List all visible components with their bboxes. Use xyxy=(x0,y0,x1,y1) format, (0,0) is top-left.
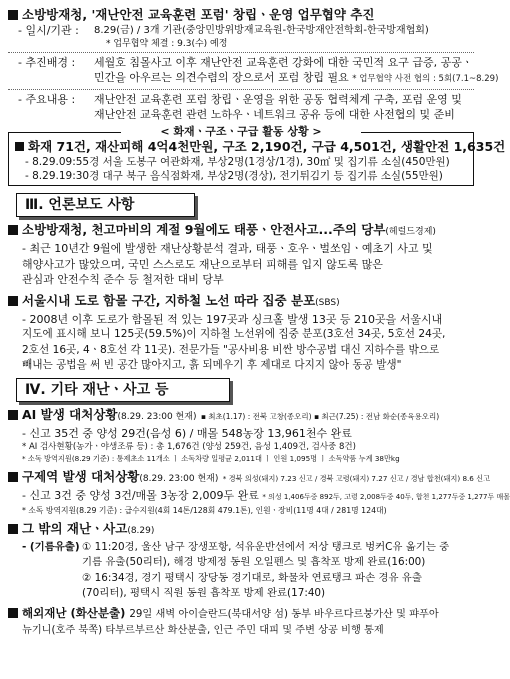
fmd-timestamp: (8.29. 23:00 현재) xyxy=(139,473,219,484)
fmd-line1-row xyxy=(8,488,510,505)
press-a-title: 소방방재청, 천고마비의 계절 9월에도 태풍ㆍ안전사고...주의 당부 xyxy=(22,222,386,237)
fmd-line2: * 소독 방역지원(8.29 기준) : 급수지원(4회 14톤/128회 479.1톤), 인원ㆍ장비(11명 4대 / 281명 124대) xyxy=(22,505,387,515)
square-bullet-icon xyxy=(8,472,18,482)
overseas-text1: 29일 새벽 아이슬란드(북대서양 섬) 동부 바우르다르붕가산 및 퍄푸아 xyxy=(129,608,439,620)
fmd-title: 구제역 발생 대처상황 xyxy=(22,468,140,484)
fire-summary: 화재 71건, 재산피해 4억4천만원, 구조 2,190건, 구급 4,501건, 생활안전 1,635건 xyxy=(28,139,506,154)
etc-title: 그 밖의 재난ㆍ사고 xyxy=(22,520,128,536)
press-a-source: (헤럴드경제) xyxy=(385,227,436,237)
press-b-para1: - 2008년 이후 도로가 함몰된 적 있는 197곳과 싱크홀 발생 13곳 등 210곳을 서울시내 xyxy=(22,312,443,326)
leak-2b: (70리터), 평택시 직원 동원 흡착포 방제 완료(17:40) xyxy=(82,587,326,599)
forum-bg-note: * 업무협약 사전 협의 : 5회(7.1~8.29) xyxy=(352,74,499,84)
forum-date-label: - 일시/기관 : xyxy=(18,24,79,37)
forum-content-text2: 재난안전 교육훈련 관련 노하우ㆍ네트워크 공유 등에 대한 사전협의 및 준비 xyxy=(94,108,455,121)
divider xyxy=(8,89,474,90)
fmd-line1-note: * 의성 1,406두중 892두, 고령 2,008두중 40두, 합천 1,277두중 1,277두 매몰 xyxy=(262,492,510,501)
square-bullet-icon xyxy=(8,410,18,420)
press-b-para3: 2호선 16곳, 4ㆍ8호선 각 11곳). 전문가들 "공사비용 비싼 방수공법 대신 지하수를 밖으로 xyxy=(22,343,440,356)
section-4-title: Ⅳ. 기타 재난ㆍ사고 등 xyxy=(16,378,230,402)
press-b-title: 서울시내 도로 함몰 구간, 지하철 노선 따라 집중 분포 xyxy=(22,292,316,308)
fire-summary-line xyxy=(15,139,506,155)
forum-date-row xyxy=(8,23,474,38)
square-bullet-icon xyxy=(8,608,18,618)
press-b-para4: 빼내는 공법을 써 빈 공간 많아지고, 흙 되메우기 후 제대로 다지지 않아 동공 발생" xyxy=(22,359,402,371)
press-b-para2: 지도에 표시해 보니 125곳(59.5%)이 지하철 노선위에 집중 분포(3호선 34곳, 5호선 24곳, xyxy=(22,328,446,340)
ai-line1: - 신고 35건 중 양성 29건(음성 6) / 매몰 548농장 13,961천수 완료 xyxy=(22,426,352,440)
press-a-para3: 관심과 안전수칙 준수 등 철저한 대비 당부 xyxy=(22,273,224,286)
press-a-heading xyxy=(8,221,474,241)
square-bullet-icon xyxy=(8,10,18,20)
forum-content-label: - 주요내용 : xyxy=(18,93,76,106)
square-bullet-icon xyxy=(15,142,24,151)
ai-meta: ▪ 최초(1.17) : 전북 고창(종오리) ▪ 최근(7.25) : 전남 화순(종육용오리) xyxy=(200,411,440,421)
etc-heading xyxy=(8,520,474,540)
square-bullet-icon xyxy=(8,296,18,306)
fmd-line1: - 신고 3건 중 양성 3건/매몰 3농장 2,009두 완료 xyxy=(22,488,259,502)
fire-incident-1: - 8.29.09:55경 서울 도봉구 여관화재, 부상2명(1경상/1경), 30㎡ 및 집기류 소실(450만원) xyxy=(25,156,450,168)
forum-content-text1: 재난안전 교육훈련 포럼 창립ㆍ운영을 위한 공동 협력체계 구축, 포럼 운영 및 xyxy=(94,93,462,106)
divider xyxy=(8,52,474,53)
overseas-text2: 뉴기니(호주 북쪽) 타부르부르산 화산분출, 인근 주민 대피 및 주변 상공 비행 통제 xyxy=(22,624,384,636)
ai-line3: * 소독 방역지원(8.29 기준) : 통제초소 11개소 ㅣ 소독차량 일평균 2,011대 ㅣ 인원 1,095명 ㅣ 소독약품 누계 38만kg xyxy=(22,453,400,463)
leak-row1 xyxy=(8,540,474,556)
leak-1b: 기름 유출(50리터), 해경 방제정 동원 오일펜스 및 흡착포 방제 완료(16:00) xyxy=(82,556,426,568)
fire-caption: < 화재ㆍ구조ㆍ구급 활동 상황 > xyxy=(121,125,361,139)
press-b-heading xyxy=(8,292,474,312)
forum-bg-label: - 추진배경 : xyxy=(18,56,76,69)
overseas-heading xyxy=(8,605,474,623)
ai-timestamp: (8.29. 23:00 현재) xyxy=(117,411,197,422)
forum-bg-text1: 세월호 침몰사고 이후 재난안전 교육훈련 강화에 대한 국민적 요구 급증, 공공ㆍ xyxy=(94,56,473,69)
forum-content-row xyxy=(8,92,474,107)
press-b-source: (SBS) xyxy=(315,297,340,308)
square-bullet-icon xyxy=(8,524,18,534)
forum-date-note: * 업무협약 체결 : 9.3(수) 예정 xyxy=(106,39,228,49)
ai-line2: * AI 검사현황(농가ㆍ야생조류 등) : 총 1,676건 (양성 259건, 음성 1,409건, 검사중 8건) xyxy=(22,441,356,452)
fmd-meta: * 경북 의성(돼지) 7.23 신고 / 경북 고령(돼지) 7.27 신고 / 경남 합천(돼지) 8.6 신고 xyxy=(222,473,491,483)
forum-title: 소방방재청, '재난안전 교육훈련 포럼' 창립ㆍ운영 업무협약 추진 xyxy=(22,7,375,22)
forum-heading xyxy=(8,6,474,23)
forum-date-text: 8.29(금) / 3개 기관(중앙민방위방재교육원-한국방재안전학회-한국방재협회) xyxy=(94,25,429,36)
ai-heading xyxy=(8,406,474,426)
section-3-title: Ⅲ. 언론보도 사항 xyxy=(16,193,195,217)
forum-bg-row2 xyxy=(8,70,499,87)
forum-bg-row xyxy=(8,55,474,70)
fire-incident-2: - 8.29.19:30경 대구 북구 음식점화재, 부상2명(경상), 전기튀김기 등 집기류 소실(55만원) xyxy=(25,170,443,182)
press-a-para1: - 최근 10년간 9월에 발생한 재난상황분석 결과, 태풍ㆍ호우ㆍ벌쏘임ㆍ예초기 사고 및 xyxy=(22,242,433,255)
fire-activity-box xyxy=(8,125,506,186)
forum-bg-text2: 민간을 아우르는 의견수렴의 장으로서 포럼 창립 필요 xyxy=(94,71,349,84)
fmd-heading xyxy=(8,468,491,488)
leak-label: - (기름유출) xyxy=(22,540,80,553)
etc-timestamp: (8.29) xyxy=(127,525,155,536)
square-bullet-icon xyxy=(8,225,18,235)
overseas-title: 해외재난 (화산분출) xyxy=(22,605,126,620)
leak-2a: ② 16:34경, 경기 평택시 장당동 경기대로, 화물차 연료탱크 파손 경유 유출 xyxy=(82,571,422,584)
forum-content-row2 xyxy=(8,107,474,122)
ai-title: AI 발생 대처상황 xyxy=(22,406,118,422)
leak-1a: ① 11:20경, 울산 남구 장생포항, 석유운반선에서 저상 탱크로 벙커C유 옮기는 중 xyxy=(82,540,450,553)
press-a-para2: 해양사고가 많았으며, 국민 스스로도 재난으로부터 피해를 입지 않도록 많은 xyxy=(22,257,383,271)
